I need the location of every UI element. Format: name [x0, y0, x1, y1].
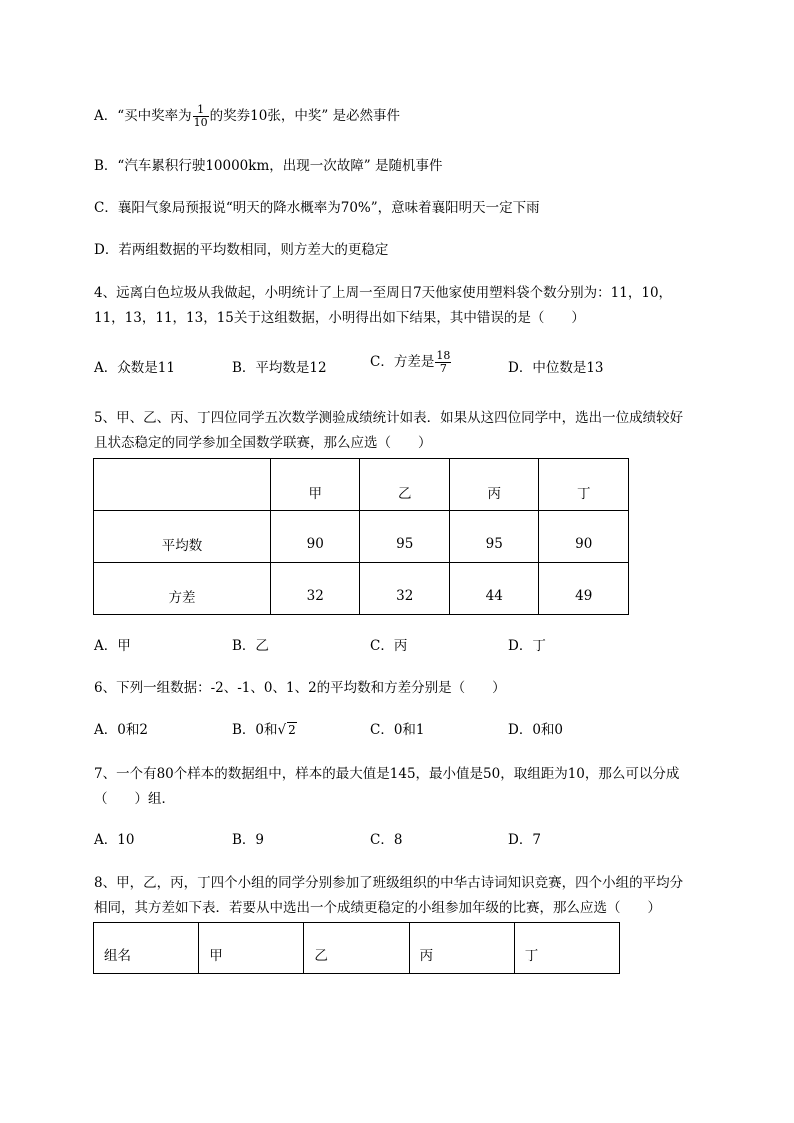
q7-option-c: C．8	[370, 832, 403, 848]
table-cell: 乙	[360, 459, 450, 511]
q3-option-a: A．“买中奖率为 $\frac{1}{10}$ 的奖券10张，中奖” 是必然事件	[94, 103, 401, 129]
q8-variance-table	[93, 922, 620, 974]
table-cell: 49	[539, 563, 629, 615]
q7-option-b: B．9	[232, 832, 265, 848]
q6-option-b: B．0和√ 2	[232, 722, 296, 738]
q4-stem-line1: 4、远离白色垃圾从我做起，小明统计了上周一至周日7天他家使用塑料袋个数分别为：11，10，	[94, 285, 673, 301]
q6-option-a: A．0和2	[94, 722, 148, 738]
q7-stem-line1: 7、一个有80个样本的数据组中，样本的最大值是145，最小值是50，取组距为10，那么可以分成	[94, 766, 680, 782]
q5-stem-line2: 且状态稳定的同学参加全国数学联赛，那么应选（ ）	[94, 435, 432, 451]
q6-option-d: D．0和0	[508, 722, 564, 738]
q6-stem: 6、下列一组数据：-2、-1、0、1、2的平均数和方差分别是（ ）	[94, 680, 506, 696]
q5-stats-table	[93, 458, 629, 615]
q6-option-c: C．0和1	[370, 722, 425, 738]
q5-option-a: A．甲	[94, 638, 131, 654]
q7-option-d: D．7	[508, 832, 541, 848]
table-cell: 丁	[539, 459, 629, 511]
q3-option-d: D．若两组数据的平均数相同，则方差大的更稳定	[94, 242, 389, 258]
q5-stem-line1: 5、甲、乙、丙、丁四位同学五次数学测验成绩统计如表．如果从这四位同学中，选出一位成绩较好	[94, 410, 684, 426]
q7-option-a: A．10	[94, 832, 135, 848]
q4-stem-line2: 11，13，11，13，15关于这组数据，小明得出如下结果，其中错误的是（ ）	[94, 310, 585, 326]
q4-option-d: D．中位数是13	[508, 360, 604, 376]
sqrt-symbol: √ 2	[277, 722, 296, 738]
q7-stem-line2: （ ）组．	[94, 791, 175, 807]
table-cell: 乙	[304, 923, 409, 974]
fraction-eighteen-sevenths: $\frac{18}{7}$	[436, 349, 451, 375]
table-cell: 95	[360, 511, 450, 563]
table-cell: 甲	[270, 459, 360, 511]
table-cell: 丙	[449, 459, 539, 511]
table-cell: 方差	[94, 563, 271, 615]
q3-option-b: B．“汽车累积行驶10000km，出现一次故障” 是随机事件	[94, 158, 443, 174]
fraction-one-tenth: $\frac{1}{10}$	[193, 103, 208, 129]
q3-option-c: C．襄阳气象局预报说“明天的降水概率为70%”，意味着襄阳明天一定下雨	[94, 200, 540, 216]
table-cell: 丁	[514, 923, 619, 974]
table-cell: 95	[449, 511, 539, 563]
q8-stem-line2: 相同，其方差如下表．若要从中选出一个成绩更稳定的小组参加年级的比赛，那么应选（ ）	[94, 900, 661, 916]
table-cell: 平均数	[94, 511, 271, 563]
q8-stem-line1: 8、甲，乙，丙，丁四个小组的同学分别参加了班级组织的中华古诗词知识竞赛，四个小组的平均分	[94, 875, 684, 891]
q5-option-d: D．丁	[508, 638, 546, 654]
table-cell: 32	[270, 563, 360, 615]
table-cell: 丙	[409, 923, 514, 974]
table-cell	[94, 459, 271, 511]
table-cell: 90	[270, 511, 360, 563]
table-cell: 组名	[94, 923, 199, 974]
table-cell: 32	[360, 563, 450, 615]
q5-option-b: B．乙	[232, 638, 269, 654]
table-header-row	[94, 459, 629, 511]
q4-option-a: A．众数是11	[94, 360, 175, 376]
table-cell: 甲	[199, 923, 304, 974]
q4-option-c: C．方差是 $\frac{18}{7}$	[370, 349, 451, 375]
table-cell: 90	[539, 511, 629, 563]
table-row	[94, 511, 629, 563]
table-cell: 44	[449, 563, 539, 615]
q4-option-b: B．平均数是12	[232, 360, 327, 376]
q5-option-c: C．丙	[370, 638, 408, 654]
table-header-row	[94, 923, 620, 974]
table-row	[94, 563, 629, 615]
